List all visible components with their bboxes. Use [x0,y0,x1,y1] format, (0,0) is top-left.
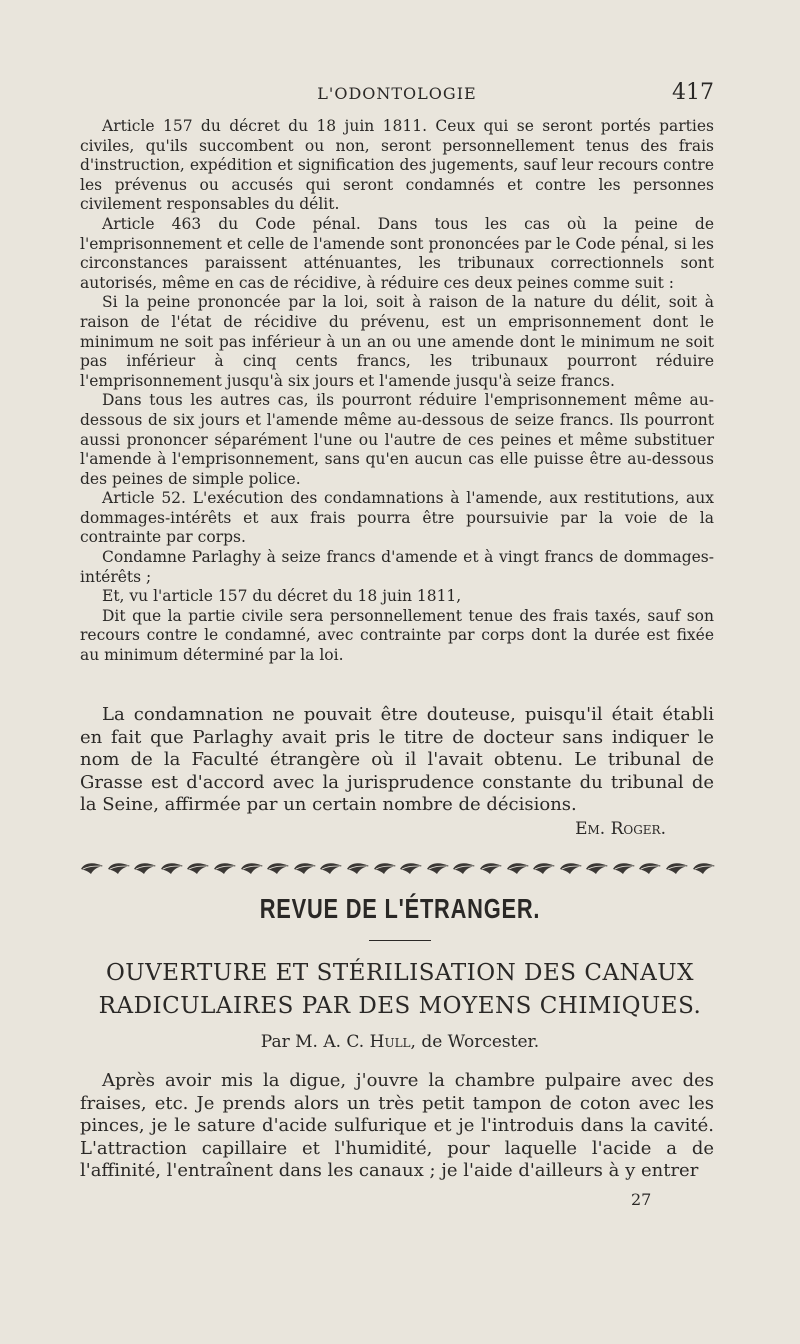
paragraph-peine-reduction: Si la peine prononcée par la loi, soit à raison de la nature du délit, soit à raison de l'état de récidive du prévenu, est un emprisonnement dont le minimum ne soit pas inférieur à un an ou une amende dont le minimum ne soit pas inférieur à cinq cents francs, les tribunaux pourront réduire l'emprisonnement jusqu'à six jours et l'amende jusqu'à seize francs. [80,293,714,390]
paragraph-article-52: Article 52. L'exécution des condamnations à l'amende, aux restitutions, aux dommages-intérêts et aux frais pourra être poursuivie par la voie de la contrainte par corps. [80,489,714,547]
ornament-leaf-icon [160,861,184,875]
commentary-block [80,704,714,840]
ornament-leaf-icon [479,861,503,875]
ornament-leaf-icon [319,861,343,875]
ornament-leaf-icon [399,861,423,875]
section-heading: REVUE DE L'ÉTRANGER. [259,893,541,924]
ornament-leaf-icon [612,861,636,875]
ornament-leaf-icon [266,861,290,875]
ornament-leaf-icon [186,861,210,875]
article-body [80,1070,714,1183]
article-title-line-2: RADICULAIRES PAR DES MOYENS CHIMIQUES. [98,993,702,1019]
article-byline [0,1032,800,1052]
page-number: 417 [672,80,714,105]
ornament-leaf-icon [213,861,237,875]
byline-suffix: , de Worcester. [410,1032,540,1052]
ornament-leaf-icon [665,861,689,875]
ornament-leaf-icon [80,861,104,875]
byline-author-name: Hull [369,1032,411,1052]
paragraph-condamne: Condamne Parlaghy à seize francs d'amende et à vingt francs de dommages-intérêts ; [80,548,714,586]
ornament-leaf-icon [532,861,556,875]
paragraph-dit-que: Dit que la partie civile sera personnellement tenue des frais taxés, sauf son recours contre le condamné, avec contrainte par corps dont la durée est fixée au minimum déterminé par la loi. [80,606,714,665]
decree-text [80,117,714,666]
ornament-leaf-icon [506,861,530,875]
ornament-leaf-icon [638,861,662,875]
ornament-leaf-icon [240,861,264,875]
paragraph-vu-article: Et, vu l'article 157 du décret du 18 juin 1811, [102,587,462,606]
paragraph-article-463: Article 463 du Code pénal. Dans tous les cas où la peine de l'emprisonnement et celle de l'amende sont prononcées par le Code pénal, si les circonstances paraissent atténuantes, les tribunaux correctionnels sont autorisés, même en cas de récidive, à réduire ces deux peines comme suit : [80,214,714,292]
article-body-paragraph: Après avoir mis la digue, j'ouvre la chambre pulpaire avec des fraises, etc. Je prends alors un très petit tampon de coton avec les pinces, je le sature d'acide sulfurique et je l'introduis dans la cavité. L'attraction capillaire et l'humidité, pour laquelle l'acide a de l'affinité, l'entraînent dans les canaux ; je l'aide d'ailleurs à y entrer [80,1070,714,1182]
paragraph-article-157: Article 157 du décret du 18 juin 1811. Ceux qui se seront portés parties civiles, qu'ils succombent ou non, seront personnellement tenus des frais d'instruction, expédition et signification des jugements, sauf leur recours contre les prévenus ou accusés qui seront condamnés et contre les personnes civilement responsables du délit. [80,117,714,214]
ornament-leaf-icon [293,861,317,875]
article-title [60,957,740,1023]
commentary-paragraph: La condamnation ne pouvait être douteuse, puisqu'il était établi en fait que Parlaghy avait pris le titre de docteur sans indiquer le nom de la Faculté étrangère où il l'avait obtenu. Le tribunal de Grasse est d'accord avec la jurisprudence constante du tribunal de la Seine, affirmée par un certain nombre de décisions. [80,704,714,816]
paragraph-autres-cas: Dans tous les autres cas, ils pourront réduire l'emprisonnement même au-dessous de six jours et l'amende même au-dessous de seize francs. Ils pourront aussi prononcer séparément l'une ou l'autre de ces peines et même substituer l'amende à l'emprisonnement, sans qu'en aucun cas elle puisse être au-dessous des peines de simple police. [80,391,714,488]
byline-prefix: Par M. A. C. [260,1032,365,1052]
ornament-leaf-icon [107,861,131,875]
author-signature: Em. Roger. [575,818,666,839]
ornament-leaf-icon [452,861,476,875]
author-signature-wrap [80,818,714,840]
ornament-leaf-icon [346,861,370,875]
ornamental-divider [80,858,716,878]
ornament-leaf-icon [585,861,609,875]
article-title-line-1: OUVERTURE ET STÉRILISATION DES CANAUX [105,960,695,986]
ornament-leaf-icon [426,861,450,875]
running-title: L'ODONTOLOGIE [317,84,477,103]
ornament-leaf-icon [373,861,397,875]
sheet-signature: 27 [631,1190,652,1209]
ornament-leaf-icon [133,861,157,875]
running-head [80,80,714,110]
heading-rule [369,940,431,941]
ornament-leaf-icon [559,861,583,875]
ornament-leaf-icon [692,861,716,875]
